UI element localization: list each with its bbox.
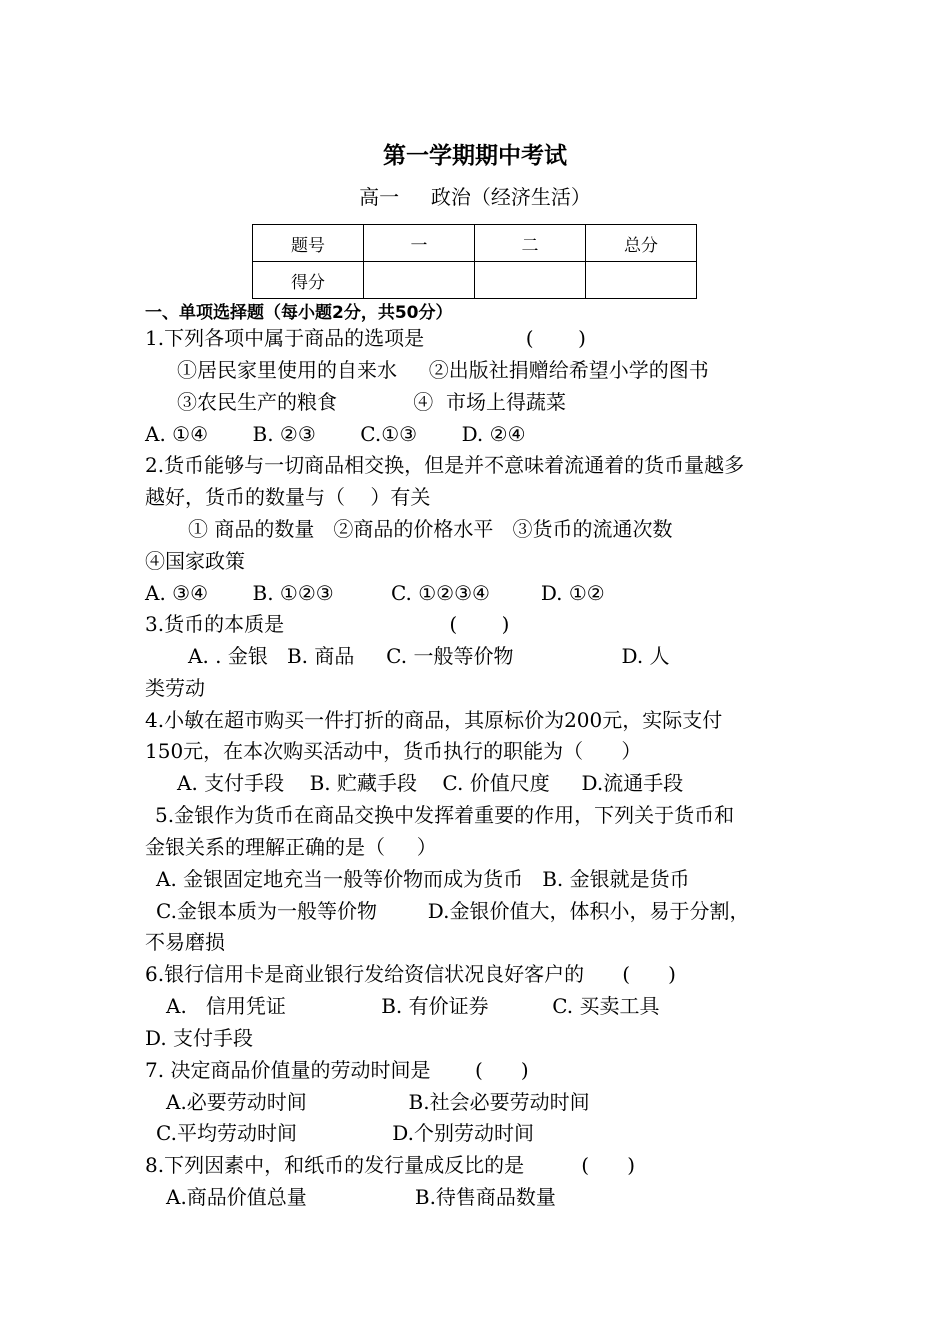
- question-4-stem: 150元，在本次购买活动中，货币执行的职能为（ ）: [145, 739, 642, 763]
- score-row-label: 得分: [253, 262, 364, 299]
- score-cell[interactable]: [586, 262, 697, 299]
- question-8-stem: 8.下列因素中，和纸币的发行量成反比的是 ( ): [145, 1153, 636, 1177]
- question-5-options: A. 金银固定地充当一般等价物而成为货币 B. 金银就是货币: [156, 867, 690, 891]
- question-8-options: A.商品价值总量 B.待售商品数量: [166, 1185, 556, 1209]
- score-table-score-row: [253, 262, 697, 299]
- question-5-options: C.金银本质为一般等价物 D.金银价值大，体积小，易于分割，: [156, 899, 750, 923]
- question-1-options: A. ①④ B. ②③ C.①③ D. ②④: [145, 422, 526, 446]
- question-5-stem: 5.金银作为货币在商品交换中发挥着重要的作用，下列关于货币和: [155, 803, 735, 827]
- question-7-stem: 7. 决定商品价值量的劳动时间是 ( ): [145, 1058, 529, 1082]
- score-table-header: 总分: [586, 225, 697, 262]
- question-3-options: A. . 金银 B. 商品 C. 一般等价物 D. 人: [188, 644, 670, 668]
- question-4-options: A. 支付手段 B. 贮藏手段 C. 价值尺度 D.流通手段: [177, 771, 684, 795]
- question-4-stem: 4.小敏在超市购买一件打折的商品，其原标价为200元，实际支付: [145, 708, 723, 732]
- exam-subtitle: 高一 政治（经济生活）: [359, 185, 591, 209]
- question-2-stem: 越好，货币的数量与（ ）有关: [145, 485, 431, 509]
- question-5-stem: 金银关系的理解正确的是（ ）: [145, 835, 437, 859]
- exam-title: 第一学期期中考试: [383, 143, 567, 169]
- question-7-options: C.平均劳动时间 D.个别劳动时间: [156, 1121, 534, 1145]
- question-2-stem: 2.货币能够与一切商品相交换，但是并不意味着流通着的货币量越多: [145, 453, 745, 477]
- question-3-options: 类劳动: [145, 676, 205, 700]
- question-6-options: A. 信用凭证 B. 有价证券 C. 买卖工具: [166, 994, 660, 1018]
- score-cell[interactable]: [475, 262, 586, 299]
- question-2-options: A. ③④ B. ①②③ C. ①②③④ D. ①②: [145, 581, 605, 605]
- question-5-options: 不易磨损: [145, 930, 225, 954]
- question-1-stem: 1.下列各项中属于商品的选项是 ( ): [145, 326, 586, 350]
- section-heading: 一、单项选择题（每小题2分，共50分）: [145, 303, 453, 323]
- question-1-statement: ③农民生产的粮食 ④ 市场上得蔬菜: [177, 390, 567, 414]
- question-6-stem: 6.银行信用卡是商业银行发给资信状况良好客户的 ( ): [145, 962, 676, 986]
- question-7-options: A.必要劳动时间 B.社会必要劳动时间: [166, 1090, 590, 1114]
- question-1-statement: ①居民家里使用的自来水 ②出版社捐赠给希望小学的图书: [177, 358, 709, 382]
- score-table-header: 题号: [253, 225, 364, 262]
- score-table-header: 二: [475, 225, 586, 262]
- score-table-header-row: [253, 225, 697, 262]
- question-2-statement: ④国家政策: [145, 549, 245, 573]
- score-cell[interactable]: [364, 262, 475, 299]
- score-table: [252, 224, 697, 299]
- score-table-header: 一: [364, 225, 475, 262]
- question-3-stem: 3.货币的本质是 ( ): [145, 612, 510, 636]
- question-6-options: D. 支付手段: [145, 1026, 254, 1050]
- question-2-statement: ① 商品的数量 ②商品的价格水平 ③货币的流通次数: [188, 517, 673, 541]
